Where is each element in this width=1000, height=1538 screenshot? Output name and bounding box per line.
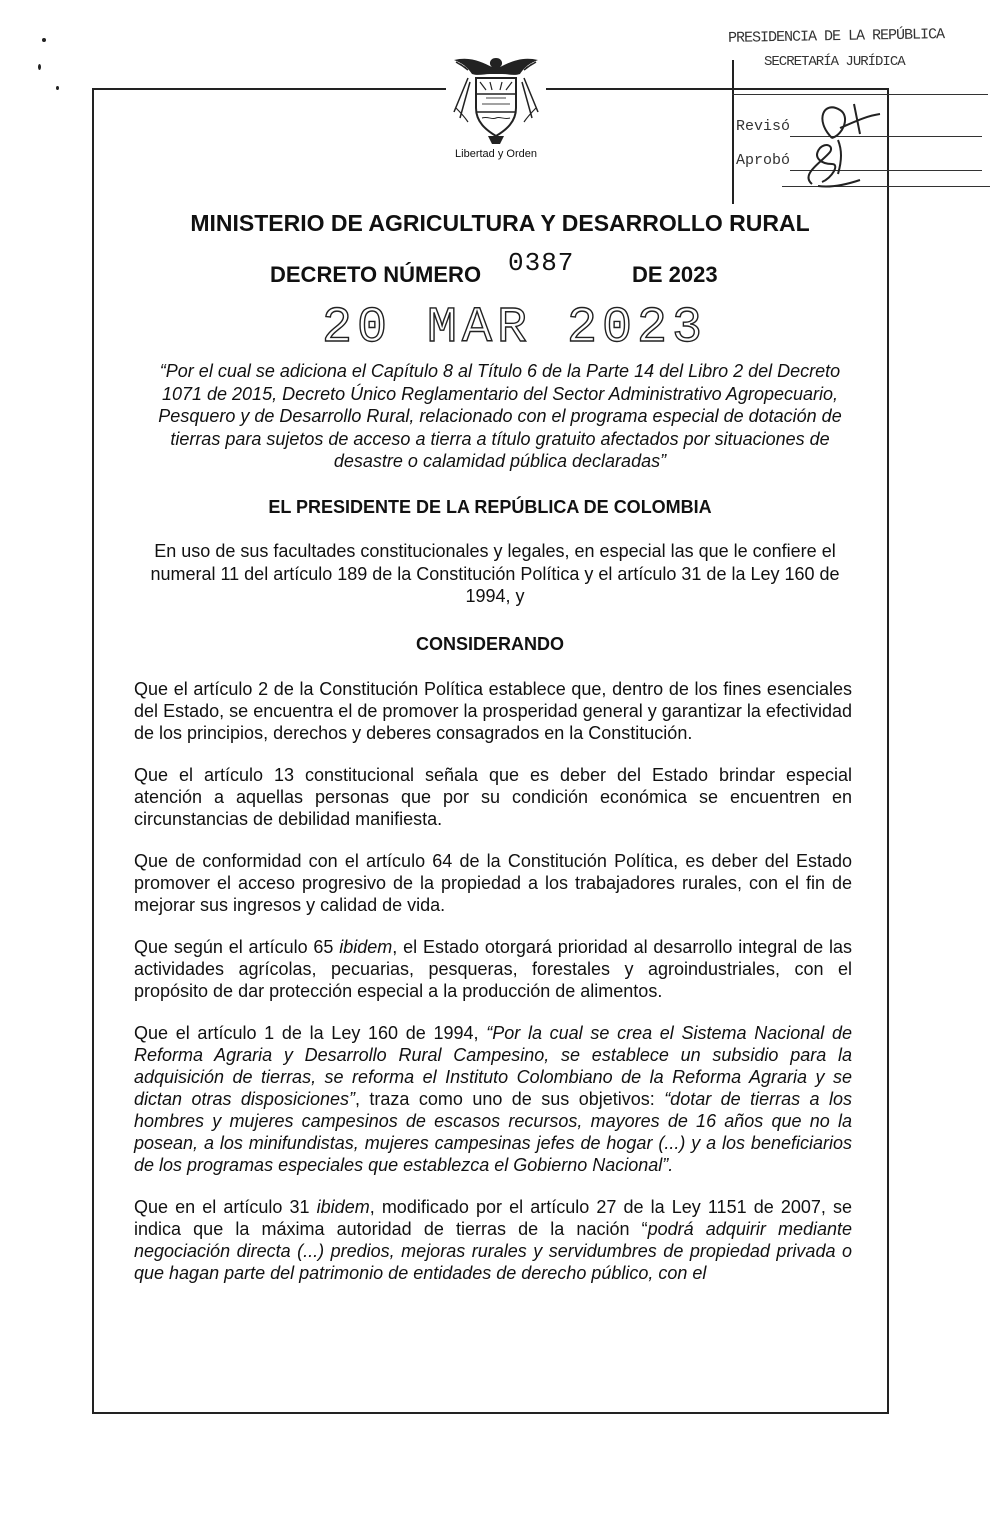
paragraph-text: Que el artículo 1 de la Ley 160 de 1994,: [134, 1023, 487, 1043]
considering-heading: CONSIDERANDO: [415, 634, 564, 654]
coat-of-arms-seal: [446, 52, 546, 147]
paragraph-text: , modificado por el artículo 27 de la Ley 1151 de 2007, se indica que la máxima autoridad de tierras de la nación “: [134, 1197, 852, 1239]
scan-speck: [56, 86, 59, 90]
stamp-left-border: [732, 60, 734, 204]
paragraph-text: , traza como uno de sus objetivos:: [354, 1089, 665, 1109]
stamp-approved-label: Aprobó: [736, 152, 791, 169]
legal-powers-text: En uso de sus facultades constitucionales y legales, en especial las que le confiere el numeral 11 del artículo 189 de la Constitución Política y el artículo 31 de la Ley 160 de 1994, y: [150, 541, 840, 606]
consideration-paragraph: [134, 936, 852, 1002]
decree-epigraph: “Por el cual se adiciona el Capítulo 8 al Título 6 de la Parte 14 del Libro 2 del Decreto 1071 de 2015, Decreto Único Reglamentario del Sector Administrativo Agropecuario, Pesquero y de Desarrollo Rural, relacionado con el programa especial de dotación de tierras para sujetos de acceso a tierra a título gratuito afectados por situaciones de desastre o calamidad pública declaradas”: [158, 361, 842, 471]
paragraph-text: Que según el artículo 65: [134, 937, 340, 957]
seal-caption: Libertad y Orden: [455, 148, 537, 160]
stamp-legal-secretariat-line: SECRETARÍA JURÍDICA: [764, 54, 905, 70]
stamp-reviewed-label: Revisó: [736, 118, 791, 135]
stamp-presidency-line: PRESIDENCIA DE LA REPÚBLICA: [727, 26, 945, 47]
consideration-paragraph: Que el artículo 2 de la Constitución Política establece que, dentro de los fines esenciales del Estado, se encuentra el de promover la prosperidad general y garantizar la efectividad de los principios, derechos y deberes consagrados en la Constitución.: [134, 679, 852, 743]
paragraph-italic-text: “Por la cual se crea el Sistema Nacional de Reforma Agraria y Desarrollo Rural Campesino, se establece un subsidio para la adquisición de tierras, se reforma el Instituto Colombiano de la Reforma Agraria y se dictan otras disposiciones”: [134, 1023, 852, 1109]
paragraph-italic-text: ibidem: [339, 937, 393, 957]
paragraph-italic-text: “dotar de tierras a los hombres y mujeres campesinos de escasos recursos, mayores de 16 años que no la posean, a los minifundistas, mujeres campesinas jefes de hogar (...) y a los beneficiarios de los programas especiales que establezca el Gobierno Nacional”.: [134, 1089, 853, 1175]
review-stamp: [722, 18, 994, 204]
decree-year-label: DE 2023: [632, 262, 718, 287]
scan-speck: [42, 38, 46, 42]
president-heading: EL PRESIDENTE DE LA REPÚBLICA DE COLOMBIA: [268, 497, 712, 517]
consideration-paragraph: Que el artículo 13 constitucional señala que es deber del Estado brindar especial atención a aquellas personas que por su condición económica se encuentren en circunstancias de debilidad manifiesta.: [134, 765, 852, 829]
paragraph-italic-text: ibidem: [316, 1197, 370, 1217]
consideration-paragraph: Que de conformidad con el artículo 64 de la Constitución Política, es deber del Estado promover el acceso progresivo de la propiedad a los trabajadores rurales, con el fin de mejorar sus ingresos y calidad de vida.: [134, 851, 852, 915]
considerations-body: [134, 678, 852, 1304]
consideration-paragraph: [134, 1022, 852, 1176]
paragraph-text: , el Estado otorgará prioridad al desarrollo integral de las actividades agrícolas, pecuarias, pesqueras, forestales y agroindustriales, con el propósito de dar protección especial a la producción de alimentos.: [134, 937, 852, 1001]
scan-speck: [38, 64, 41, 70]
consideration-paragraph: [134, 1196, 852, 1284]
date-stamp: 20 MAR 2023: [322, 300, 708, 357]
paragraph-text: Que en el artículo 31: [134, 1197, 317, 1217]
paragraph-italic-text: podrá adquirir mediante negociación directa (...) predios, mejoras rurales y servidumbres de propiedad privada o que hagan parte del patrimonio de entidades de derecho público, con el: [134, 1219, 852, 1283]
ministry-title: MINISTERIO DE AGRICULTURA Y DESARROLLO RURAL: [190, 210, 810, 236]
decree-number: 0387: [508, 248, 575, 278]
approver-signature: [782, 134, 872, 190]
decree-number-label: DECRETO NÚMERO: [270, 262, 482, 287]
